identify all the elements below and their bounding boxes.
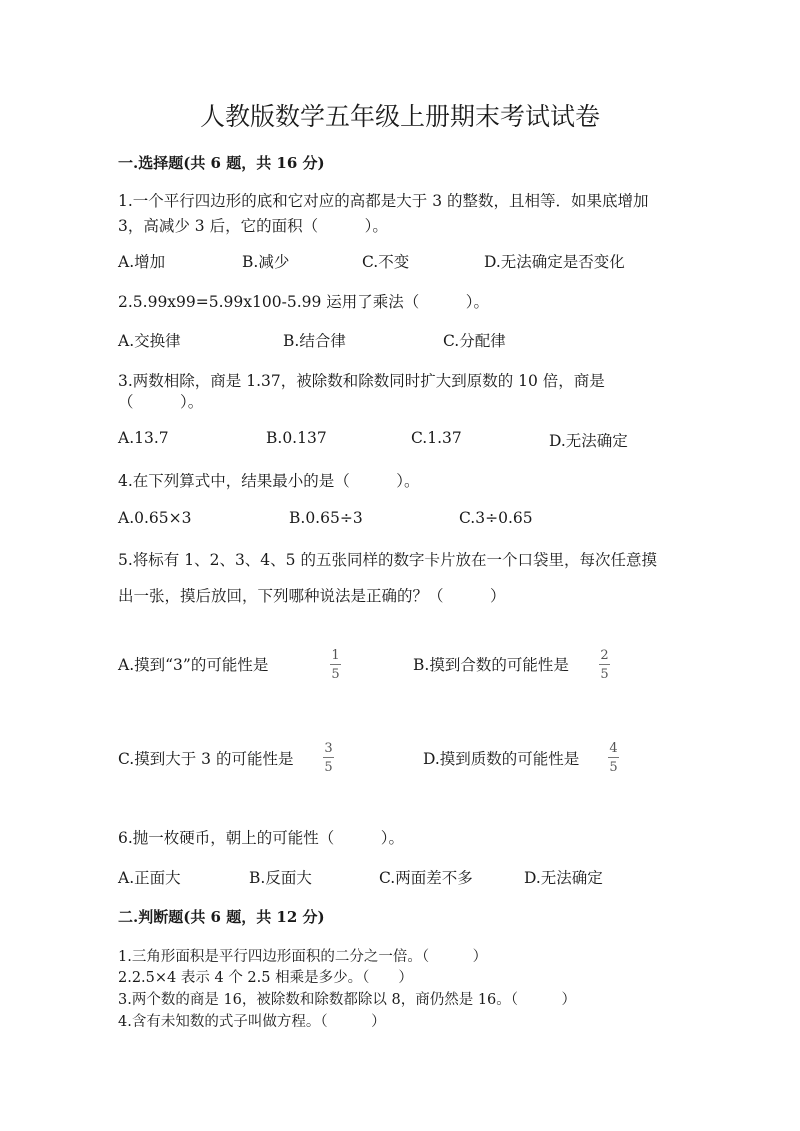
q5-option-d: D.摸到质数的可能性是 xyxy=(423,750,580,768)
q1-option-a: A.增加 xyxy=(118,253,166,271)
q3-option-c: C.1.37 xyxy=(411,429,462,447)
section-heading-choice: 一.选择题(共 6 题，共 16 分) xyxy=(118,154,325,172)
fraction-denominator: 5 xyxy=(600,667,609,682)
q1-option-d: D.无法确定是否变化 xyxy=(484,253,625,271)
q1-option-c: C.不变 xyxy=(362,253,410,271)
q2-option-a: A.交换律 xyxy=(118,332,181,350)
fraction-bar xyxy=(330,664,341,665)
section-heading-judgement: 二.判断题(共 6 题，共 12 分) xyxy=(118,908,325,926)
q6-option-b: B.反面大 xyxy=(249,869,312,887)
q5-option-d-fraction xyxy=(608,742,619,774)
fraction-bar xyxy=(599,664,610,665)
question-3-line-1: 3.两数相除，商是 1.37，被除数和除数同时扩大到原数的 10 倍，商是 xyxy=(118,372,605,390)
fraction-numerator: 3 xyxy=(324,741,333,756)
q2-option-b: B.结合律 xyxy=(283,332,346,350)
fraction-bar xyxy=(608,757,619,758)
judgement-item-2: 2.2.5×4 表示 4 个 2.5 相乘是多少。（ ） xyxy=(118,970,413,986)
q6-option-c: C.两面差不多 xyxy=(379,869,473,887)
fraction-numerator: 1 xyxy=(331,648,340,663)
question-5-line-2: 出一张，摸后放回，下列哪种说法是正确的？（ ） xyxy=(118,587,506,605)
fraction-denominator: 5 xyxy=(609,760,618,775)
q3-option-a: A.13.7 xyxy=(118,429,169,447)
q6-option-d: D.无法确定 xyxy=(524,869,603,887)
q5-option-a: A.摸到“3”的可能性是 xyxy=(118,656,269,674)
question-4: 4.在下列算式中，结果最小的是（ ）。 xyxy=(118,472,420,490)
page-title: 人教版数学五年级上册期末考试试卷 xyxy=(199,102,600,131)
judgement-item-4: 4.含有未知数的式子叫做方程。（ ） xyxy=(118,1014,386,1030)
question-2: 2.5.99x99=5.99x100-5.99 运用了乘法（ ）。 xyxy=(118,293,490,311)
q3-option-d: D.无法确定 xyxy=(549,432,628,450)
fraction-numerator: 4 xyxy=(609,741,618,756)
q4-option-b: B.0.65÷3 xyxy=(289,509,363,527)
fraction-numerator: 2 xyxy=(600,648,609,663)
q4-option-c: C.3÷0.65 xyxy=(459,509,533,527)
q3-option-b: B.0.137 xyxy=(266,429,327,447)
question-6: 6.抛一枚硬币，朝上的可能性（ ）。 xyxy=(118,829,405,847)
fraction-denominator: 5 xyxy=(324,760,333,775)
q4-option-a: A.0.65×3 xyxy=(118,509,192,527)
q5-option-b: B.摸到合数的可能性是 xyxy=(413,656,569,674)
q5-option-b-fraction xyxy=(599,649,610,681)
fraction-denominator: 5 xyxy=(331,667,340,682)
judgement-item-1: 1.三角形面积是平行四边形面积的二分之一倍。（ ） xyxy=(118,949,488,965)
fraction-bar xyxy=(323,757,334,758)
judgement-item-3: 3.两个数的商是 16，被除数和除数都除以 8，商仍然是 16。（ ） xyxy=(118,992,577,1008)
q5-option-a-fraction xyxy=(330,649,341,681)
q1-option-b: B.减少 xyxy=(242,253,290,271)
q5-option-c-fraction xyxy=(323,742,334,774)
question-3-line-2: （ ）。 xyxy=(118,393,204,411)
question-5-line-1: 5.将标有 1、2、3、4、5 的五张同样的数字卡片放在一个口袋里，每次任意摸 xyxy=(118,551,657,569)
question-1-line-2: 3，高减少 3 后，它的面积（ ）。 xyxy=(118,217,388,235)
q5-option-c: C.摸到大于 3 的可能性是 xyxy=(118,750,294,768)
q2-option-c: C.分配律 xyxy=(443,332,506,350)
q6-option-a: A.正面大 xyxy=(118,869,181,887)
question-1-line-1: 1.一个平行四边形的底和它对应的高都是大于 3 的整数，且相等．如果底增加 xyxy=(118,192,649,210)
